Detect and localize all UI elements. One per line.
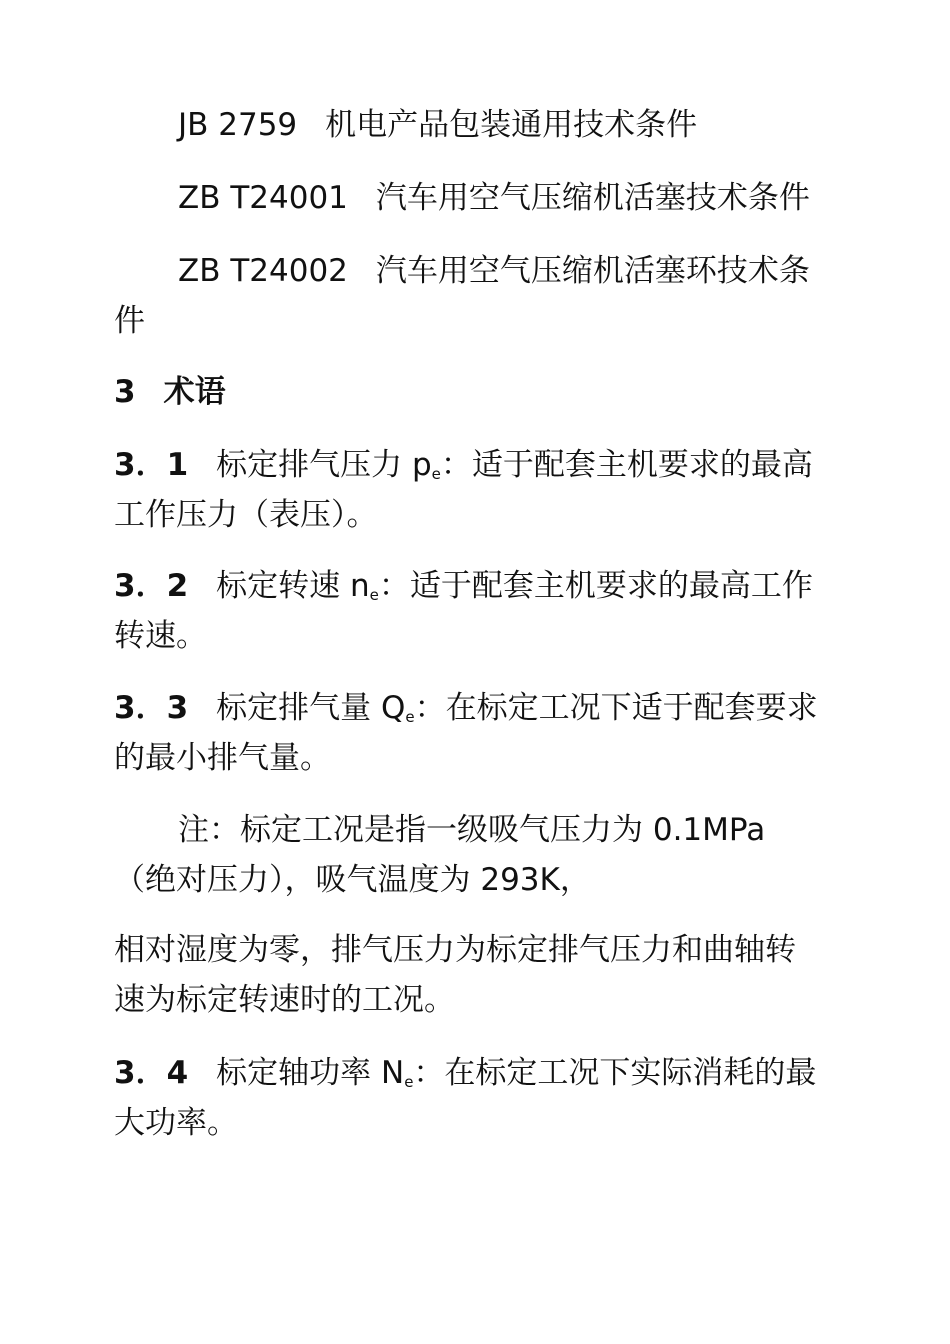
term-3-2-continuation	[114, 616, 207, 656]
term-symbol-subscript: e	[431, 465, 441, 483]
standard-title: 机电产品包装通用技术条件	[325, 107, 698, 143]
term-definition: ：适于配套主机要求的最高工作	[378, 568, 813, 604]
term-3-1-continuation	[114, 495, 378, 535]
term-number: 3．2	[114, 568, 189, 604]
note-line-3	[114, 930, 796, 970]
section-title: 术语	[163, 374, 226, 410]
standard-title-cont: 件	[114, 303, 145, 339]
standard-title: 汽车用空气压缩机活塞技术条件	[375, 180, 810, 216]
standard-ref-3-continuation	[114, 301, 145, 341]
term-number: 3．3	[114, 690, 189, 726]
term-number: 3．4	[114, 1055, 189, 1091]
standard-code: ZB T24002	[178, 253, 348, 289]
standard-ref-3	[178, 251, 810, 291]
standard-ref-2	[178, 178, 810, 218]
term-definition-cont: 的最小排气量。	[114, 740, 331, 776]
term-symbol-subscript: e	[369, 586, 379, 604]
term-symbol-subscript: e	[405, 708, 415, 726]
term-3-1	[114, 445, 813, 494]
term-definition-cont: 转速。	[114, 618, 207, 654]
term-3-2	[114, 566, 813, 615]
section-number: 3	[114, 374, 136, 410]
term-definition-cont: 大功率。	[114, 1105, 238, 1141]
note-line-1	[178, 810, 765, 850]
term-3-3	[114, 688, 818, 737]
section-heading	[114, 372, 226, 412]
note-text: 相对湿度为零，排气压力为标定排气压力和曲轴转	[114, 932, 796, 968]
term-name: 标定排气量 Q	[216, 690, 406, 726]
term-3-4	[114, 1053, 816, 1102]
term-definition: ：在标定工况下实际消耗的最	[413, 1055, 817, 1091]
note-line-2	[114, 860, 591, 900]
term-name: 标定轴功率 N	[216, 1055, 405, 1091]
term-3-3-continuation	[114, 738, 331, 778]
term-3-4-continuation	[114, 1103, 238, 1143]
term-name: 标定转速 n	[216, 568, 370, 604]
term-name: 标定排气压力 p	[216, 447, 432, 483]
term-number: 3．1	[114, 447, 189, 483]
standard-ref-1	[178, 105, 697, 145]
term-definition-cont: 工作压力（表压）。	[114, 497, 378, 533]
term-definition: ：在标定工况下适于配套要求	[414, 690, 818, 726]
note-text: 注：标定工况是指一级吸气压力为 0.1MPa	[178, 812, 766, 848]
standard-code: ZB T24001	[178, 180, 348, 216]
term-definition: ：适于配套主机要求的最高	[440, 447, 813, 483]
term-symbol-subscript: e	[404, 1073, 414, 1091]
note-line-4	[114, 980, 455, 1020]
standard-title: 汽车用空气压缩机活塞环技术条	[375, 253, 810, 289]
standard-code: JB 2759	[178, 107, 298, 143]
note-text: 速为标定转速时的工况。	[114, 982, 455, 1018]
note-text: （绝对压力），吸气温度为 293K，	[114, 862, 591, 898]
